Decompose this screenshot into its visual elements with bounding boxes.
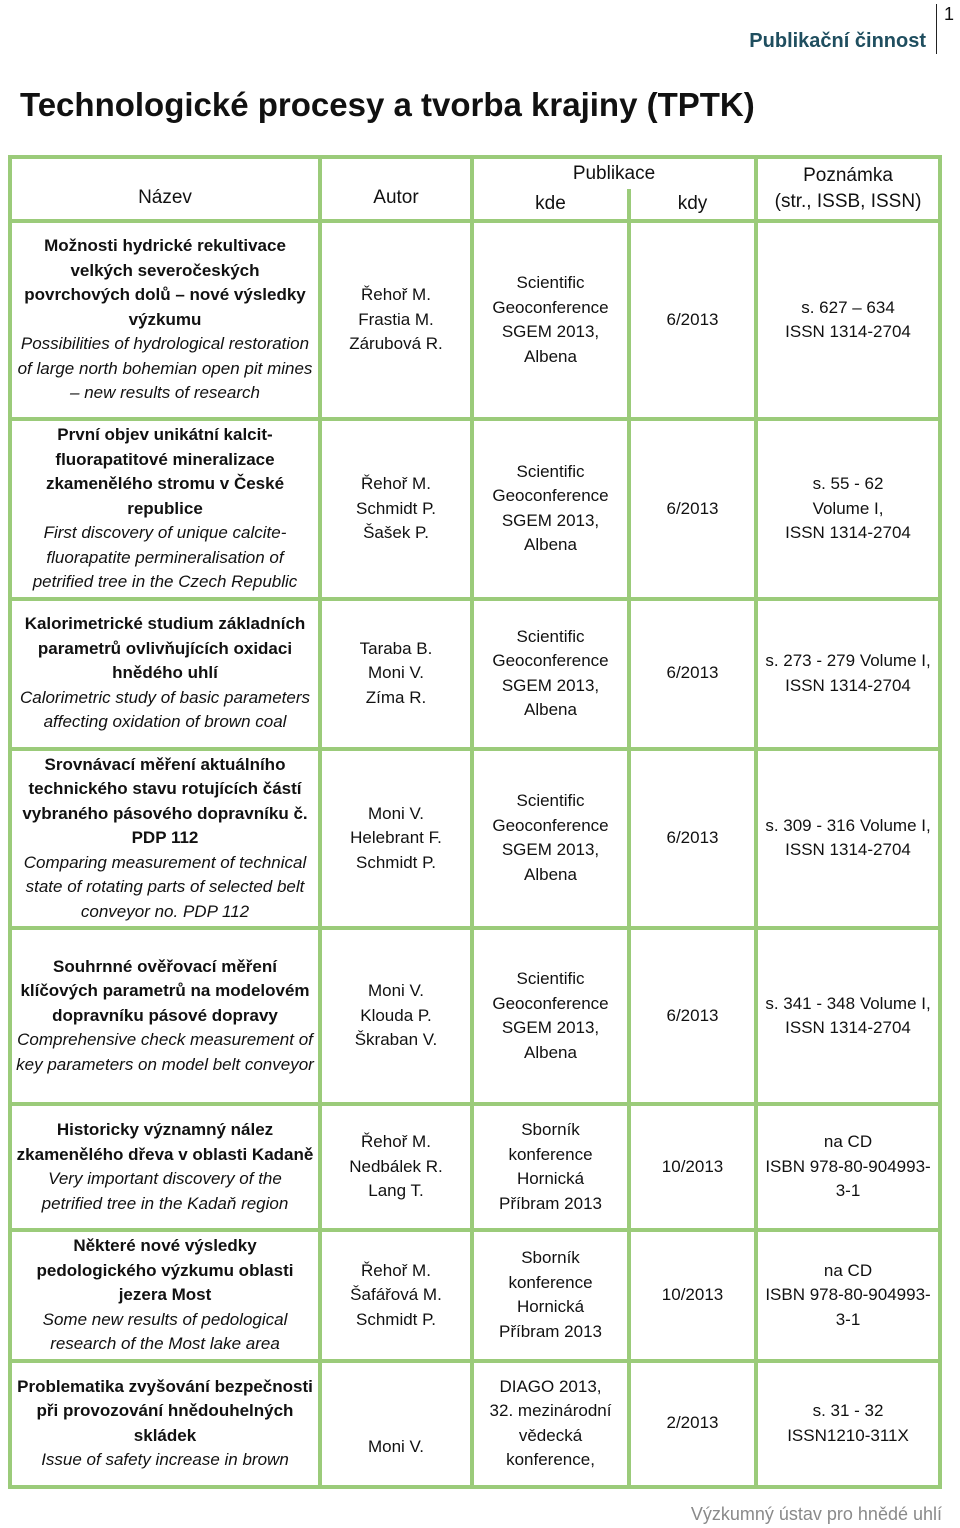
date-value: 2/2013 xyxy=(666,1413,719,1433)
header-divider xyxy=(936,4,937,54)
cell-authors xyxy=(320,1230,472,1361)
cell-authors-line: Schmidt P. xyxy=(355,852,436,872)
cell-note xyxy=(756,749,940,929)
title-czech: Problematika zvyšování bezpečnosti při provozování hnědouhelných skládek xyxy=(17,1376,313,1445)
cell-venue-line: Albena xyxy=(524,1042,577,1062)
table-row xyxy=(10,1104,940,1230)
col-header-publikace: Publikace xyxy=(472,157,756,189)
cell-authors-line: Helebrant F. xyxy=(350,828,442,847)
table-row xyxy=(10,1230,940,1361)
cell-authors-line xyxy=(326,1387,466,1411)
cell-date xyxy=(629,1104,756,1230)
cell-note-line: ISSN 1314-2704 xyxy=(785,840,911,860)
title-english: Calorimetric study of basic parameters affecting oxidation of brown coal xyxy=(19,687,311,732)
title-english: First discovery of unique calcite-fluorapatite permineralisation of petrified tree in the Czech Republic xyxy=(32,523,298,591)
cell-venue-line: Scientific xyxy=(516,969,585,988)
cell-note xyxy=(756,221,940,419)
cell-venue-line: Albena xyxy=(524,700,577,719)
cell-authors-line: Schmidt P. xyxy=(355,1309,436,1329)
cell-venue-line: Geoconference xyxy=(492,815,609,835)
cell-note-line: ISSN 1314-2704 xyxy=(785,675,911,695)
cell-venue-line: Geoconference xyxy=(492,651,609,670)
cell-date xyxy=(629,749,756,929)
date-value: 6/2013 xyxy=(666,498,719,518)
table-row xyxy=(10,599,940,749)
cell-venue-line: Albena xyxy=(524,864,577,884)
col-header-autor xyxy=(320,157,472,221)
cell-authors xyxy=(320,1361,472,1487)
cell-authors-line: Moni V. xyxy=(367,663,425,683)
cell-title xyxy=(10,1230,320,1361)
cell-note-line: 3-1 xyxy=(835,1181,861,1201)
cell-venue-line: konference, xyxy=(506,1450,595,1469)
cell-authors-line: Taraba B. xyxy=(359,638,433,658)
cell-note-line: s. 309 - 316 Volume I, xyxy=(765,815,931,835)
cell-authors-line: Řehoř M. xyxy=(361,1132,431,1152)
cell-venue-line: DIAGO 2013, xyxy=(499,1376,602,1396)
cell-date xyxy=(629,599,756,749)
cell-note-line: s. 627 – 634 xyxy=(801,297,895,317)
cell-authors-line: Zíma R. xyxy=(365,687,427,707)
cell-date xyxy=(629,221,756,419)
table-row xyxy=(10,221,940,419)
cell-title xyxy=(10,749,320,929)
cell-authors-line: Klouda P. xyxy=(360,1005,432,1025)
title-czech: Srovnávací měření aktuálního technického stavu rotujících částí vybraného pásového dopravníku č. PDP 112 xyxy=(22,754,308,847)
title-english: Possibilities of hydrological restoration of large north bohemian open pit mines – new results of research xyxy=(17,334,313,403)
cell-venue-line: SGEM 2013, xyxy=(501,322,600,341)
date-value: 6/2013 xyxy=(666,663,719,683)
cell-note-line: ISSN 1314-2704 xyxy=(785,523,911,542)
cell-venue-line: Geoconference xyxy=(492,297,609,317)
cell-title xyxy=(10,419,320,599)
cell-venue xyxy=(472,599,629,749)
cell-note-line: na CD xyxy=(823,1260,873,1280)
cell-authors xyxy=(320,749,472,929)
title-czech: Možnosti hydrické rekultivace velkých severočeských povrchových dolů – nové výsledky výzkumu xyxy=(24,236,306,329)
table-row xyxy=(10,419,940,599)
cell-venue-line: SGEM 2013, xyxy=(501,840,600,860)
table-row xyxy=(10,1361,940,1487)
cell-title xyxy=(10,221,320,419)
col-header-nazev-label: Název xyxy=(138,187,192,208)
title-english: Some new results of pedological research of the Most lake area xyxy=(42,1309,288,1353)
cell-authors-line: Řehoř M. xyxy=(361,1260,431,1280)
cell-note-line: s. 31 - 32 xyxy=(812,1401,884,1420)
title-czech: Historicky významný nález zkamenělého dřeva v oblasti Kadaně xyxy=(16,1120,314,1164)
title-czech: Kalorimetrické studium základních parametrů ovlivňujících oxidaci hnědého uhlí xyxy=(24,614,306,683)
cell-venue-line: Geoconference xyxy=(492,486,609,506)
cell-title xyxy=(10,599,320,749)
cell-authors-line: Moni V. xyxy=(367,1437,425,1457)
table-row xyxy=(10,749,940,929)
cell-venue xyxy=(472,1104,629,1230)
cell-authors xyxy=(320,928,472,1104)
cell-venue-line: Scientific xyxy=(516,273,585,292)
title-english: Comprehensive check measurement of key parameters on model belt conveyor xyxy=(16,1030,314,1074)
cell-date xyxy=(629,419,756,599)
cell-venue-line: SGEM 2013, xyxy=(501,675,600,695)
cell-note-line: s. 341 - 348 Volume I, xyxy=(765,993,931,1013)
title-english: Issue of safety increase in brown xyxy=(41,1450,289,1469)
cell-venue-line: Scientific xyxy=(516,626,585,646)
cell-authors-line: Nedbálek R. xyxy=(349,1156,443,1176)
title-english: Very important discovery of the petrified tree in the Kadaň region xyxy=(41,1169,289,1213)
cell-authors-line: Frastia M. xyxy=(358,309,434,329)
cell-authors xyxy=(320,1104,472,1230)
col-header-poznamka-line1: Poznámka xyxy=(803,165,893,186)
cell-authors-line: Moni V. xyxy=(367,981,425,1001)
col-header-nazev xyxy=(10,157,320,221)
cell-title xyxy=(10,1104,320,1230)
cell-authors-line: Zárubová R. xyxy=(349,334,443,354)
cell-venue-line: Scientific xyxy=(516,461,585,481)
cell-title xyxy=(10,1361,320,1487)
cell-venue-line: Hornická xyxy=(516,1169,585,1188)
col-header-kde: kde xyxy=(472,189,629,221)
page-title: Technologické procesy a tvorba krajiny (TPTK) xyxy=(20,86,755,123)
cell-venue xyxy=(472,928,629,1104)
cell-authors xyxy=(320,599,472,749)
cell-venue-line: vědecká xyxy=(518,1425,583,1445)
cell-note-line: ISSN1210-311X xyxy=(787,1425,909,1445)
cell-venue xyxy=(472,1230,629,1361)
cell-note xyxy=(756,419,940,599)
title-czech: Souhrnné ověřovací měření klíčových parametrů na modelovém dopravníku pásové dopravy xyxy=(20,956,310,1025)
date-value: 10/2013 xyxy=(661,1285,724,1304)
cell-venue-line: Sborník xyxy=(521,1120,580,1139)
cell-note xyxy=(756,1104,940,1230)
date-value: 6/2013 xyxy=(666,309,719,329)
publication-table xyxy=(8,155,942,1489)
cell-note-line: ISBN 978-80-904993- xyxy=(765,1156,931,1176)
cell-venue-line: Albena xyxy=(524,346,577,366)
cell-date xyxy=(629,1230,756,1361)
cell-date xyxy=(629,1361,756,1487)
cell-date xyxy=(629,928,756,1104)
title-english: Comparing measurement of technical state of rotating parts of selected belt conveyor no. PDP 112 xyxy=(23,852,307,921)
cell-venue-line: Hornická xyxy=(516,1297,585,1317)
date-value: 6/2013 xyxy=(666,1005,719,1025)
cell-authors-line: Šašek P. xyxy=(363,523,429,542)
cell-authors-line: Moni V. xyxy=(367,803,425,823)
cell-venue-line: 32. mezinárodní xyxy=(489,1401,612,1420)
cell-note xyxy=(756,1230,940,1361)
cell-authors xyxy=(320,419,472,599)
cell-venue-line: Příbram 2013 xyxy=(499,1193,602,1213)
cell-note xyxy=(756,1361,940,1487)
cell-venue-line: Geoconference xyxy=(492,993,609,1013)
cell-note-line: 3-1 xyxy=(835,1309,861,1329)
cell-authors-line: Škraban V. xyxy=(354,1030,438,1050)
cell-note-line: s. 273 - 279 Volume I, xyxy=(765,651,931,670)
cell-venue xyxy=(472,1361,629,1487)
cell-venue xyxy=(472,419,629,599)
col-header-poznamka-line2: (str., ISSB, ISSN) xyxy=(774,191,922,212)
publication-table-container xyxy=(8,155,938,1489)
cell-authors-line: Řehoř M. xyxy=(361,285,431,305)
page-number: 1 xyxy=(944,4,955,24)
cell-venue xyxy=(472,221,629,419)
cell-venue-line: Scientific xyxy=(516,791,585,811)
cell-venue-line: Sborník xyxy=(521,1248,580,1268)
cell-title xyxy=(10,928,320,1104)
col-header-autor-label: Autor xyxy=(373,187,419,208)
cell-authors-line: Schmidt P. xyxy=(355,498,436,518)
cell-authors xyxy=(320,221,472,419)
title-czech: Některé nové výsledky pedologického výzkumu oblasti jezera Most xyxy=(36,1236,294,1304)
cell-note-line: na CD xyxy=(823,1132,873,1152)
cell-venue-line: konference xyxy=(508,1144,593,1164)
cell-venue-line: Příbram 2013 xyxy=(499,1321,602,1341)
cell-venue-line: konference xyxy=(508,1272,593,1292)
table-row xyxy=(10,928,940,1104)
cell-note-line: s. 55 - 62 xyxy=(812,474,884,493)
col-header-kdy: kdy xyxy=(629,189,756,221)
date-value: 6/2013 xyxy=(666,828,719,847)
date-value: 10/2013 xyxy=(661,1156,724,1176)
title-czech: První objev unikátní kalcit-fluorapatitové mineralizace zkamenělého stromu v České republice xyxy=(45,425,285,518)
cell-authors-line xyxy=(326,1411,466,1435)
col-header-poznamka xyxy=(756,157,940,221)
cell-note-line: ISBN 978-80-904993- xyxy=(765,1285,931,1304)
cell-authors-line: Šafářová M. xyxy=(350,1285,442,1304)
footer-institution: Výzkumný ústav pro hnědé uhlí xyxy=(690,1504,942,1524)
cell-venue-line: SGEM 2013, xyxy=(501,510,600,530)
cell-authors-line: Řehoř M. xyxy=(361,474,431,493)
cell-note xyxy=(756,928,940,1104)
header-section-label: Publikační činnost xyxy=(749,30,926,52)
cell-authors-line: Lang T. xyxy=(368,1181,424,1201)
cell-note-line: ISSN 1314-2704 xyxy=(785,322,911,341)
cell-venue xyxy=(472,749,629,929)
cell-note xyxy=(756,599,940,749)
cell-venue-line: SGEM 2013, xyxy=(501,1018,600,1037)
cell-venue-line: Albena xyxy=(524,535,577,555)
cell-note-line: ISSN 1314-2704 xyxy=(785,1018,911,1037)
cell-note-line: Volume I, xyxy=(812,498,884,518)
